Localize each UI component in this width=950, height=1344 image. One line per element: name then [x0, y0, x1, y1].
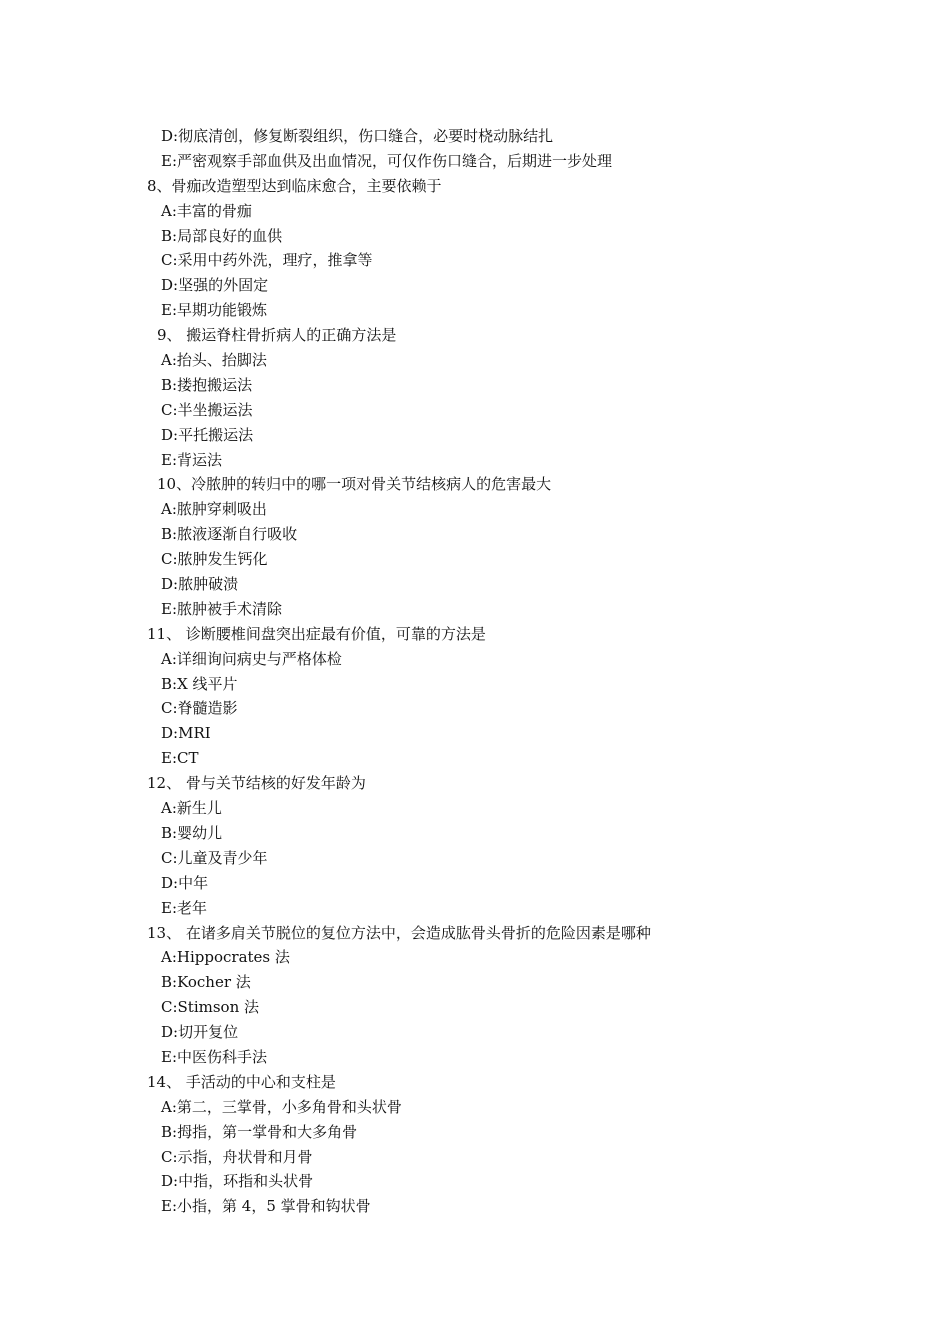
question-text: 13、 在诸多肩关节脱位的复位方法中，会造成肱骨头骨折的危险因素是哪种: [147, 923, 651, 942]
document-page: [0, 124, 950, 1219]
answer-option: D:中年: [161, 873, 209, 892]
answer-option: C:脓肿发生钙化: [161, 550, 268, 569]
answer-option: B:婴幼儿: [161, 823, 223, 842]
answer-option: C:采用中药外洗，理疗，推拿等: [161, 251, 373, 270]
answer-option: D:彻底清创，修复断裂组织，伤口缝合，必要时桡动脉结扎: [161, 127, 554, 145]
answer-option: C:示指，舟状骨和月骨: [161, 1147, 313, 1166]
answer-option: A:新生儿: [161, 799, 222, 818]
answer-option: E:CT: [161, 749, 199, 768]
answer-option: D:平托搬运法: [161, 425, 254, 444]
answer-option: E:中医伤科手法: [161, 1047, 268, 1066]
question-text: 12、 骨与关节结核的好发年龄为: [147, 774, 366, 793]
answer-option: E:老年: [161, 898, 208, 917]
answer-option: A:第二，三掌骨，小多角骨和头状骨: [161, 1097, 402, 1116]
question-text: 8、骨痂改造塑型达到临床愈合，主要依赖于: [147, 176, 442, 195]
question-text: 14、 手活动的中心和支柱是: [147, 1072, 336, 1091]
answer-option: E:脓肿被手术清除: [161, 599, 283, 618]
question-text: 9、 搬运脊柱骨折病人的正确方法是: [157, 326, 397, 345]
answer-option: E:小指，第 4，5 掌骨和钩状骨: [161, 1197, 371, 1216]
answer-option: D:切开复位: [161, 1023, 239, 1042]
answer-option: D:脓肿破溃: [161, 575, 239, 594]
answer-option: A:详细询问病史与严格体检: [161, 649, 342, 668]
answer-option: D:坚强的外固定: [161, 276, 269, 295]
answer-option: A:抬头、抬脚法: [161, 351, 267, 370]
answer-option: D:中指，环指和头状骨: [161, 1172, 314, 1191]
answer-option: C:半坐搬运法: [161, 400, 253, 419]
answer-option: C:儿童及青少年: [161, 848, 268, 867]
answer-option: D:MRI: [161, 724, 211, 743]
question-text: 10、冷脓肿的转归中的哪一项对骨关节结核病人的危害最大: [157, 475, 552, 494]
answer-option: A:脓肿穿刺吸出: [161, 500, 267, 519]
answer-option: E:严密观察手部血供及出血情况，可仅作伤口缝合，后期进一步处理: [161, 151, 613, 170]
question-text: 11、 诊断腰椎间盘突出症最有价值，可靠的方法是: [147, 624, 486, 643]
answer-option: C:脊髓造影: [161, 699, 238, 718]
answer-option: E:早期功能锻炼: [161, 301, 268, 320]
answer-option: A:Hippocrates 法: [161, 948, 290, 967]
answer-option: B:Kocher 法: [161, 973, 251, 992]
answer-option: B:搂抱搬运法: [161, 375, 253, 394]
answer-option: C:Stimson 法: [161, 998, 260, 1017]
answer-option: A:丰富的骨痂: [161, 201, 252, 220]
answer-option: B:拇指，第一掌骨和大多角骨: [161, 1122, 358, 1141]
answer-option: B:脓液逐渐自行吸收: [161, 525, 298, 544]
answer-option: E:背运法: [161, 450, 223, 469]
answer-option: B:局部良好的血供: [161, 226, 283, 245]
answer-option: B:X 线平片: [161, 674, 238, 693]
